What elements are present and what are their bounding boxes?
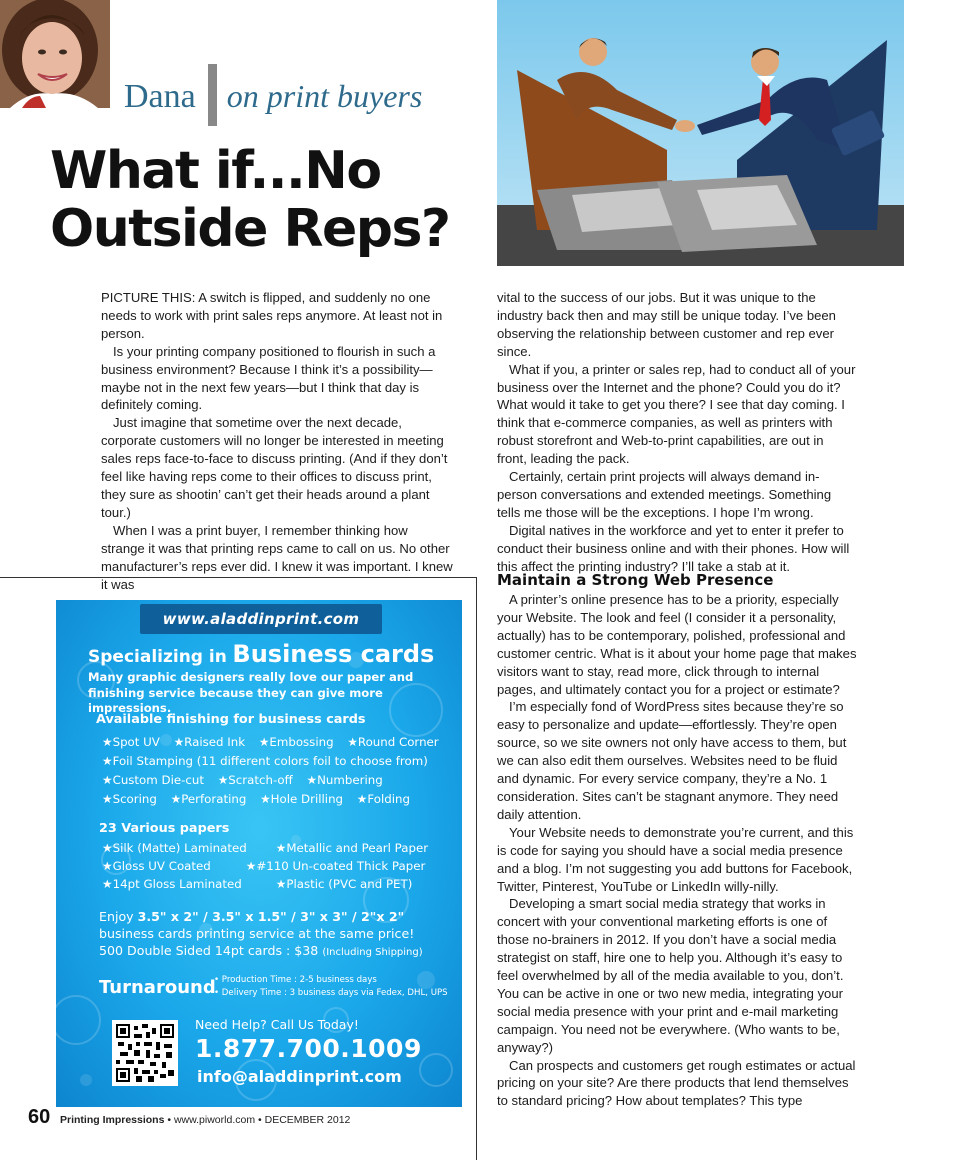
qr-code-icon[interactable] [112,1020,178,1086]
ad-finishing-row [102,792,410,806]
ad-finishing-item: ★Perforating [170,792,247,806]
aladdin-print-ad[interactable] [56,600,462,1107]
ad-turnaround-label: Turnaround [99,977,216,998]
ad-finishing-heading: Available finishing for business cards [96,712,366,727]
ad-offer: 500 Double Sided 14pt cards : $38 [99,943,319,958]
column-head [124,64,422,126]
column-topic: on print buyers [226,78,423,114]
article-paragraph: PICTURE THIS: A switch is flipped, and suddenly no one needs to work with print sales reps anymore. At least not in person. [101,290,443,341]
ad-phone-number[interactable]: 1.877.700.1009 [195,1034,422,1063]
ad-sizes: 3.5" x 2" / 3.5" x 1.5" / 3" x 3" / 2"x 2" [137,909,405,924]
article-paragraph: Your Website needs to demonstrate you’re current, and this is code for saying you should have a social media presence and a blog. I’m not suggesting you add buttons for Facebook, Twitter, Pinterest, YouTube or LinkedIn willy-nilly. [497,824,854,894]
footer-issue: DECEMBER 2012 [264,1114,351,1126]
ad-finishing-item: ★Spot UV [102,735,160,749]
ad-finishing-item: ★Folding [356,792,410,806]
article-paragraph: I’m especially fond of WordPress sites because they’re so easy to personalize and update—effortlessly. They’re open source, so we site owners not only have access to them, but we can also edit them ourselves. Websites need to be fluid and dynamic. For every service company, they’re a No. 1 consideration. Sites can’t be stagnant anymore. They need daily attention. [497,699,847,822]
ad-finishing-item: ★Round Corner [347,735,439,749]
article-paragraph: Developing a smart social media strategy that works in concert with your conventional marketing efforts is one of those no-brainers in 2012. If you don’t have a social media strategist on staff, hire one to help you. Although it’s easy to feel overwhelmed by all of the media available to you, don’t. You can be active in one or two new media, integrating your social media presence with your print and e-mail marketing campaign. You need not be everywhere. (Who wants to be, anyway?) [497,896,844,1055]
column-name: Dana [124,78,196,115]
article-right-column-top [497,289,857,576]
ad-finishing-item: ★Foil Stamping (11 different colors foil to choose from) [102,754,428,768]
footer-website[interactable]: www.piworld.com [173,1114,256,1126]
ad-email-link[interactable]: info@aladdinprint.com [197,1067,402,1086]
article-left-column [101,289,455,593]
ad-production-time: • Production Time : 2-5 business days [214,975,377,985]
author-portrait [0,0,110,108]
author-photo-illustration [0,0,110,108]
ad-finishing-item: ★Scratch-off [217,773,293,787]
handshake-illustration [497,0,904,266]
ad-paper-item: ★Silk (Matte) Laminated [102,841,247,855]
ad-enjoy-label: Enjoy [99,909,134,924]
column-divider-bar [208,64,217,126]
article-right-column-bottom [497,591,859,1110]
ad-business-cards-label: Business cards [232,640,435,668]
ad-same-price: business cards printing service at the same price! [99,926,415,941]
ad-finishing-item: ★Custom Die-cut [102,773,204,787]
footer-publication: Printing Impressions [60,1114,165,1126]
ad-finishing-item: ★Hole Drilling [260,792,344,806]
section-subhead: Maintain a Strong Web Presence [497,571,774,589]
laptop-handshake-icon [497,0,904,266]
ad-help-text: Need Help? Call Us Today! [195,1017,359,1032]
headline: What if...No Outside Reps? [50,141,450,259]
footer-separator: • [258,1114,262,1126]
ad-paper-row [102,841,428,855]
ad-paper-row [102,877,412,891]
ad-paper-row [102,859,425,873]
ad-paper-item: ★#110 Un-coated Thick Paper [245,859,426,873]
article-paragraph: Is your printing company positioned to flourish in such a business environment? Because I think it’s a possibility—maybe not in the next few years—but I think that day is definitely coming. [101,343,436,413]
footer-line [60,1114,350,1126]
ad-finishing-item: ★Scoring [102,792,157,806]
qr-code-graphic [116,1024,174,1082]
ad-url-banner[interactable]: www.aladdinprint.com [140,604,382,634]
page-number: 60 [28,1106,51,1128]
article-paragraph: vital to the success of our jobs. But it was unique to the industry back then and may still be unique today. I’ve been observing the relationship between customer and rep ever since. [497,290,836,359]
article-paragraph: Digital natives in the workforce and yet to enter it prefer to conduct their business online and with their phones. How will this affect the printing industry? I’ll take a stab at it. [497,522,850,574]
ad-finishing-row [102,735,439,749]
ad-paper-item: ★Metallic and Pearl Paper [275,841,429,855]
ad-specializing-label: Specializing in [88,647,227,667]
ad-delivery-time: • Delivery Time : 3 business days via Fedex, DHL, UPS [214,988,448,998]
ad-paper-item: ★Gloss UV Coated [102,859,211,873]
footer-separator: • [167,1114,172,1126]
ad-specializing-title [88,640,434,668]
ad-finishing-row [102,754,428,768]
article-paragraph: Can prospects and customers get rough estimates or actual pricing on your site? Are there products that lend themselves to standard pricing? How about templates? This type [497,1057,856,1109]
ad-turnaround-details [214,974,448,1000]
ad-enjoy-block [99,908,423,961]
article-paragraph: What if you, a printer or sales rep, had to conduct all of your business over the Internet and the phone? Could you do it? What would it take to get you there? I see that day coming. I think that e-commerce companies, as well as printers with robust storefront and Web-to-print capabilities, are out in front, leading the pack. [497,361,856,467]
article-paragraph: When I was a print buyer, I remember thinking how strange it was that printing reps came to call on us. No other manufacturer’s reps ever did. I knew it was important. I knew it was [101,522,453,592]
article-paragraph: Certainly, certain print projects will always demand in-person conversations and extended meetings. Something tells me those will be the exceptions. I hope I’m wrong. [497,469,832,520]
ad-paper-item: ★Plastic (PVC and PET) [275,877,413,891]
ad-paper-item: ★14pt Gloss Laminated [102,877,242,891]
ad-finishing-item: ★Embossing [258,735,334,749]
ad-offer-line [99,942,423,961]
ad-lead-text: Many graphic designers really love our paper and finishing service because they can give more impressions. [88,670,414,715]
ad-papers-heading: 23 Various papers [99,821,230,836]
article-paragraph: Just imagine that sometime over the next decade, corporate customers will no longer be interested in meeting sales reps face-to-face to discuss printing. (And if they don’t feel like having reps come to their offices to discuss print, they sure as shootin’ can’t get their heads around a plant tour.) [101,415,448,520]
ad-finishing-item: ★Raised Ink [173,735,246,749]
ad-offer-note: (Including Shipping) [322,947,423,958]
ad-finishing-row [102,773,383,787]
article-paragraph: A printer’s online presence has to be a priority, especially your Website. The look and feel (I consider it a personality, actually) has to be contemporary, polished, professional and customer centric. What is it about your home page that makes visitors want to stay, read more, click through to internal pages, and ultimately contact you for a project or estimate? [497,592,857,697]
ad-finishing-item: ★Numbering [306,773,383,787]
ad-sizes-line [99,908,423,925]
